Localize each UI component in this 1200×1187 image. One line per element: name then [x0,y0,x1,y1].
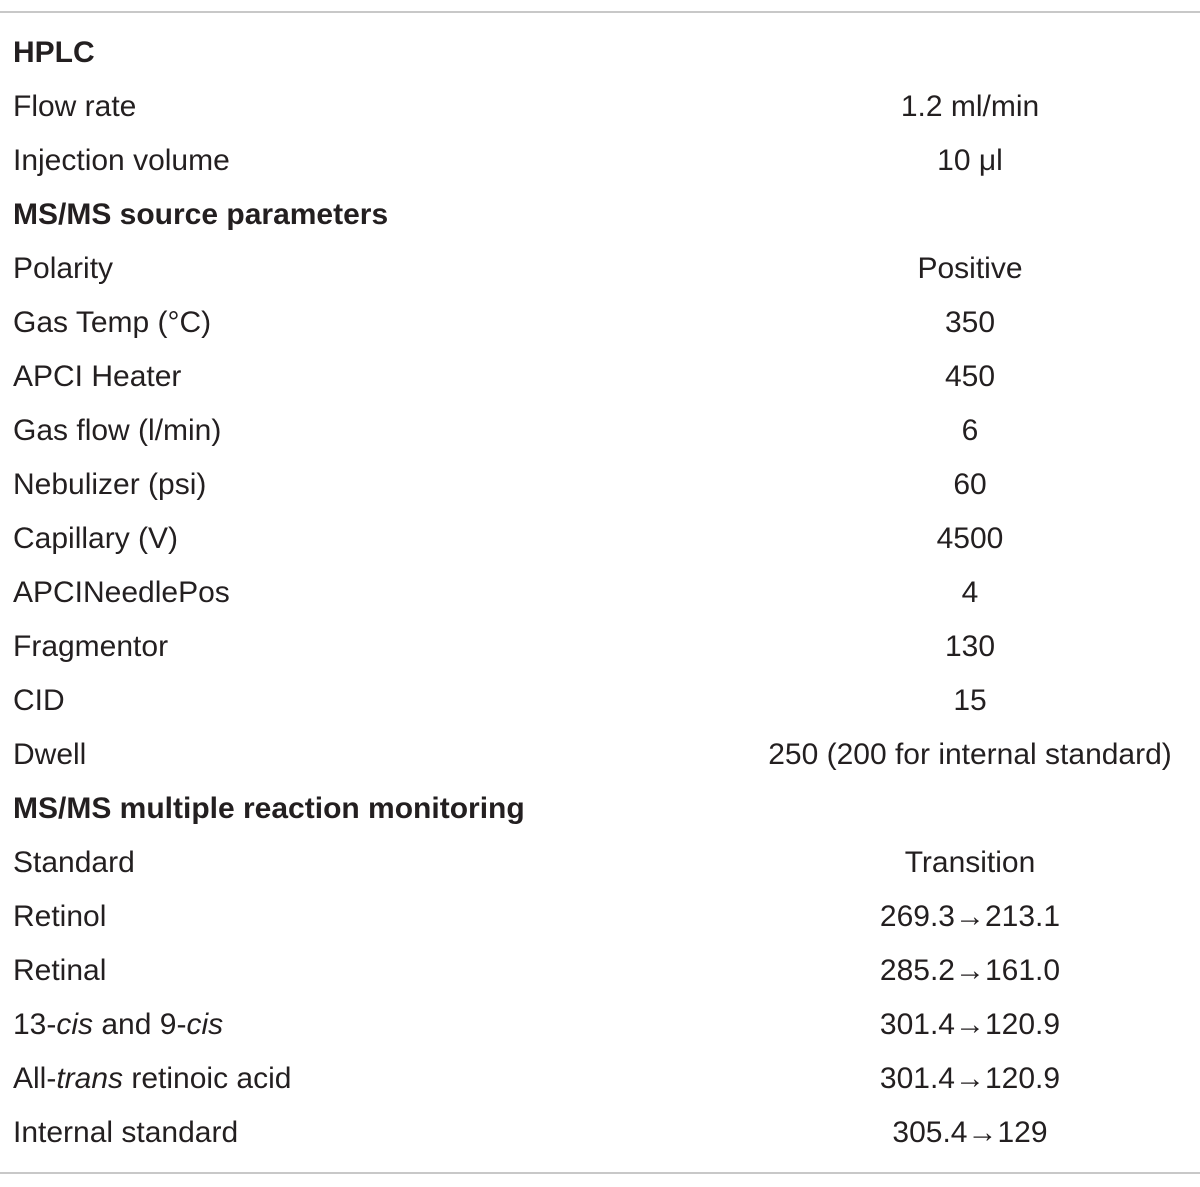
row-label: Flow rate [13,90,137,123]
row-value: 450 [944,360,996,393]
row-label: Polarity [13,252,114,285]
section-heading-mrm [0,782,1200,836]
row-value: 4500 [936,522,1004,555]
row-value: 15 [953,684,987,717]
row-label: APCI Heater [13,360,182,393]
row-value: Positive [917,252,1023,285]
section-heading-hplc [0,26,1200,80]
table-row [0,890,1200,944]
row-value: 60 [953,468,987,501]
row-label [13,1052,291,1106]
table-row [0,674,1200,728]
row-label-part-italic: cis [56,1008,94,1041]
row-label: Retinol [13,900,107,933]
table-row [0,134,1200,188]
row-label: Gas flow (l/min) [13,414,222,447]
row-label: CID [13,684,65,717]
row-label [13,998,223,1052]
section-heading-label: HPLC [13,36,95,69]
table-row [0,944,1200,998]
row-label: Internal standard [13,1116,239,1149]
row-label: Capillary (V) [13,522,179,555]
table-row [0,80,1200,134]
table-row [0,296,1200,350]
row-label-part-italic: cis [186,1008,224,1041]
column-header-row [0,836,1200,890]
table-row [0,1106,1200,1160]
row-value: 130 [944,630,996,663]
row-label-part-italic: trans [56,1062,124,1095]
row-value: 269.3→213.1 [879,900,1061,933]
section-heading-label: MS/MS multiple reaction monitoring [13,792,525,825]
row-value: 250 (200 for internal standard) [768,738,1172,771]
row-label: Injection volume [13,144,230,177]
table-bottom-rule [0,1172,1200,1174]
row-value: 10 μl [937,144,1003,177]
row-label-part: retinoic acid [123,1062,292,1095]
table-row [0,728,1200,782]
row-value: 6 [961,414,979,447]
row-value: 305.4→129 [892,1116,1048,1149]
section-heading-label: MS/MS source parameters [13,198,389,231]
row-label: Gas Temp (°C) [13,306,212,339]
column-header-standard: Standard [13,846,135,879]
row-value: 301.4→120.9 [879,1062,1061,1095]
table-row [0,350,1200,404]
row-label-part: All- [13,1062,57,1095]
table-row [0,566,1200,620]
row-label: APCINeedlePos [13,576,230,609]
table-row [0,512,1200,566]
table-row [0,620,1200,674]
table-row [0,458,1200,512]
table-row [0,998,1200,1052]
row-value: 1.2 ml/min [900,90,1040,123]
parameters-table [0,26,1200,1160]
row-label: Fragmentor [13,630,169,663]
row-label-part: 13- [13,1008,57,1041]
row-label-part: and 9- [93,1008,187,1041]
row-label: Nebulizer (psi) [13,468,207,501]
section-heading-source-parameters [0,188,1200,242]
row-value: 4 [961,576,979,609]
table-row [0,1052,1200,1106]
row-value: 285.2→161.0 [879,954,1061,987]
row-value: 350 [944,306,996,339]
table-row [0,404,1200,458]
table-top-rule [0,11,1200,13]
row-value: 301.4→120.9 [879,1008,1061,1041]
column-header-transition: Transition [904,846,1036,879]
row-label: Dwell [13,738,87,771]
table-row [0,242,1200,296]
row-label: Retinal [13,954,107,987]
